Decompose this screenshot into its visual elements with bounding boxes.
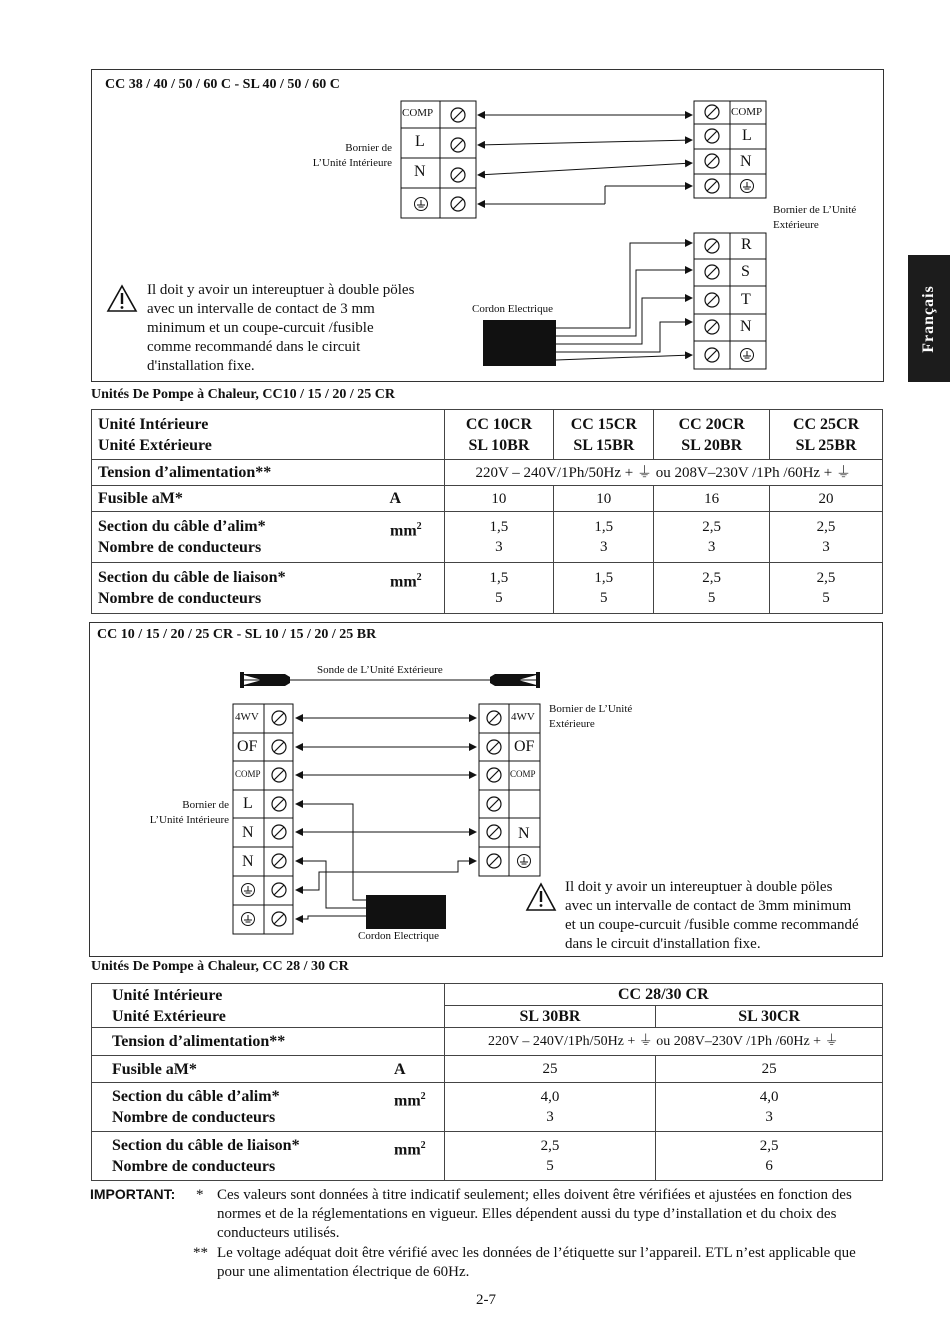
t2-supply-cond: 3 [546, 1109, 554, 1125]
t2-voltage-label: Tension d’alimentation** [92, 1028, 445, 1056]
t1-link-cond: 5 [495, 590, 503, 606]
t2-indoor-label: Unité Intérieure [112, 986, 223, 1004]
t1-model-outdoor: SL 15BR [573, 436, 635, 454]
table-2-fuse-row [92, 1056, 883, 1083]
d2-cord-label: Cordon Electrique [358, 930, 439, 942]
d1-cord-label: Cordon Electrique [472, 303, 553, 315]
t1-link-section: 1,5 [489, 570, 509, 586]
d1-indoor-label-line1: Bornier de [345, 142, 392, 154]
d2-indoor-n1: N [242, 824, 254, 841]
t2-fuse-value: 25 [656, 1056, 883, 1083]
t2-model-indoor: CC 28/30 CR [444, 984, 882, 1006]
diagram-2-outdoor-terminal-block [479, 704, 540, 876]
d1-power-t: T [741, 291, 751, 308]
d1-indoor-l: L [415, 133, 425, 150]
d1-power-s: S [741, 263, 750, 280]
table-2-caption: Unités De Pompe à Chaleur, CC 28 / 30 CR [91, 959, 349, 974]
t1-voltage-a: 220V – 240V/1Ph/50Hz + [475, 464, 634, 481]
t2-fuse-label-cell [92, 1056, 445, 1083]
table-1-caption: Unités De Pompe à Chaleur, CC10 / 15 / 20 / 25 CR [91, 387, 395, 402]
important-star-2: ** [193, 1245, 208, 1261]
t1-model-col [654, 410, 770, 460]
t2-link-unit-sup: 2 [420, 1140, 426, 1151]
t1-fuse-value: 20 [770, 486, 883, 512]
t1-voltage-value [444, 460, 883, 486]
t1-link-unit-sup: 2 [416, 572, 422, 583]
t2-link-cond: 5 [546, 1158, 554, 1174]
t1-supply-unit [390, 516, 422, 541]
table-2-voltage-row [92, 1028, 883, 1056]
t1-link-cond: 5 [707, 590, 716, 606]
d2-outdoor-block-label [549, 702, 632, 732]
d2-outdoor-4wv: 4WV [511, 711, 535, 723]
d2-warning-line: Il doit y avoir un intereuptuer à double pöles [565, 879, 833, 895]
important-note-2-line: Le voltage adéquat doit être vérifié avec les données de l’étiquette sur l’appareil. ETL n’est applicable que [217, 1245, 856, 1261]
t1-model-indoor: CC 25CR [792, 415, 860, 433]
t2-supply-value [656, 1083, 883, 1132]
d2-outdoor-comp: COMP [510, 769, 536, 779]
d2-outdoor-label-line1: Bornier de L’Unité [549, 703, 633, 715]
t2-link-value [656, 1132, 883, 1181]
page-number: 2-7 [476, 1292, 496, 1308]
t1-voltage-b: ou 208V–230V /1Ph /60Hz + [655, 464, 833, 481]
t1-model-indoor: CC 10CR [465, 415, 533, 433]
d1-warning-line: minimum et un coupe-curcuit /fusible [147, 320, 374, 336]
t2-voltage-b: ou 208V–230V /1Ph /60Hz + [656, 1033, 822, 1049]
t1-link-section: 1,5 [594, 570, 614, 586]
t2-supply-conductors-label: Nombre de conducteurs [112, 1109, 276, 1126]
table-1-fuse-row [92, 486, 883, 512]
t1-voltage-label: Tension d’alimentation** [92, 460, 445, 486]
t2-link-value [444, 1132, 656, 1181]
t1-link-unit [390, 567, 422, 592]
t1-supply-section: 1,5 [489, 519, 509, 535]
t2-supply-section: 4,0 [540, 1089, 560, 1105]
t1-supply-unit-mm: mm [390, 522, 417, 540]
t1-fuse-label-cell [92, 486, 445, 512]
t1-model-col [554, 410, 654, 460]
t2-supply-unit-mm: mm [394, 1092, 421, 1110]
ground-icon: ⏚ [638, 1033, 653, 1049]
t2-supply-section: 4,0 [759, 1089, 779, 1105]
t1-fuse-value: 10 [554, 486, 654, 512]
table-1 [91, 409, 883, 614]
t1-fuse-label: Fusible aM* [98, 490, 183, 507]
d2-warning-line: dans le circuit d'installation fixe. [565, 936, 761, 952]
t1-supply-cond: 3 [600, 539, 608, 555]
diagram-1-power-terminal-block [694, 233, 766, 369]
d1-indoor-n: N [414, 163, 426, 180]
d2-indoor-of: OF [237, 738, 258, 755]
d2-indoor-comp: COMP [235, 769, 261, 779]
t1-link-section: 2,5 [816, 570, 836, 586]
d1-indoor-label-line2: L’Unité Intérieure [312, 157, 392, 169]
d1-warning-line: d'installation fixe. [147, 358, 255, 374]
t1-fuse-value: 10 [444, 486, 554, 512]
d1-warning-text [147, 281, 414, 376]
t1-supply-cond: 3 [707, 539, 716, 555]
t1-outdoor-label: Unité Extérieure [98, 436, 212, 454]
table-2-model-row-1 [92, 984, 883, 1006]
t1-supply-value [654, 512, 770, 563]
t2-model-outdoor: SL 30BR [444, 1006, 656, 1028]
t1-model-col [770, 410, 883, 460]
t1-supply-label-cell [92, 512, 445, 563]
t1-link-section: 2,5 [702, 570, 722, 586]
d2-indoor-label-line2: L’Unité Intérieure [149, 814, 229, 826]
t1-supply-cond: 3 [495, 539, 503, 555]
table-2 [91, 983, 883, 1181]
table-2-supply-row [92, 1083, 883, 1132]
table-2-link-row [92, 1132, 883, 1181]
diagram-2-warning-icon [527, 884, 555, 910]
d2-warning-text [565, 878, 859, 954]
t1-supply-value [554, 512, 654, 563]
t1-supply-conductors-label: Nombre de conducteurs [98, 539, 262, 556]
important-note-2 [217, 1244, 897, 1282]
t2-supply-section-label: Section du câble d’alim* [112, 1088, 280, 1105]
d1-power-n: N [740, 318, 752, 335]
table-1-voltage-row [92, 460, 883, 486]
d1-indoor-block-label [280, 141, 392, 171]
t1-model-labels [92, 410, 445, 460]
t1-link-cond: 5 [600, 590, 608, 606]
t1-model-indoor: CC 20CR [678, 415, 745, 433]
d1-outdoor-block-label [773, 203, 856, 233]
t1-supply-unit-sup: 2 [416, 521, 422, 532]
t1-link-unit-mm: mm [390, 573, 417, 591]
d1-power-r: R [741, 236, 752, 253]
important-label: IMPORTANT: [90, 1186, 176, 1202]
t2-supply-value [444, 1083, 656, 1132]
t1-supply-value [770, 512, 883, 563]
t2-fuse-unit: A [394, 1060, 406, 1078]
t1-model-outdoor: SL 10BR [468, 436, 530, 454]
d1-outdoor-comp: COMP [731, 106, 763, 118]
ground-icon: ⏚ [636, 464, 652, 481]
t1-model-outdoor: SL 25BR [795, 436, 857, 454]
diagram-2-title: CC 10 / 15 / 20 / 25 CR - SL 10 / 15 / 20 / 25 BR [97, 627, 377, 642]
important-star-1: * [196, 1187, 204, 1203]
d1-warning-line: Il doit y avoir un intereuptuer à double pöles [147, 282, 415, 298]
t1-supply-value [444, 512, 554, 563]
important-note-1-line: conducteurs utilisés. [217, 1225, 340, 1241]
t2-supply-unit [394, 1086, 426, 1111]
ground-icon: ⏚ [824, 1033, 839, 1049]
t1-supply-section: 2,5 [702, 519, 722, 535]
d1-outdoor-n: N [740, 153, 752, 170]
d2-indoor-l: L [243, 795, 253, 812]
table-1-supply-row [92, 512, 883, 563]
diagram-2-power-cord [366, 895, 446, 929]
t1-link-section-label: Section du câble de liaison* [98, 569, 286, 586]
t2-supply-label-cell [92, 1083, 445, 1132]
d2-indoor-label-line1: Bornier de [182, 799, 229, 811]
diagram-1-wiring [0, 0, 950, 400]
t1-supply-section: 2,5 [816, 519, 836, 535]
t2-voltage-value [444, 1028, 882, 1056]
t1-link-cond: 5 [822, 590, 830, 606]
d2-warning-line: avec un intervalle de contact de 3mm minimum [565, 898, 852, 914]
diagram-1-warning-icon [108, 286, 136, 311]
t1-model-col [444, 410, 554, 460]
diagram-1-title: CC 38 / 40 / 50 / 60 C - SL 40 / 50 / 60 C [105, 77, 340, 92]
t1-fuse-unit: A [389, 490, 402, 507]
important-note-1-line: Ces valeurs sont données à titre indicatif seulement; elles doivent être vérifiées et ajustées en fonction des [217, 1187, 852, 1203]
t1-model-indoor: CC 15CR [570, 415, 637, 433]
t1-supply-section-label: Section du câble d’alim* [98, 518, 266, 535]
d2-outdoor-label-line2: Extérieure [549, 718, 595, 730]
t2-link-section-label: Section du câble de liaison* [112, 1137, 300, 1154]
t2-link-cond: 6 [765, 1158, 773, 1174]
t1-indoor-label: Unité Intérieure [98, 415, 209, 433]
t2-link-unit-mm: mm [394, 1141, 421, 1159]
t1-link-conductors-label: Nombre de conducteurs [98, 590, 262, 607]
d1-outdoor-l: L [742, 127, 752, 144]
diagram-1-power-cord [483, 320, 556, 366]
d2-indoor-n2: N [242, 853, 254, 870]
d1-warning-line: avec un intervalle de contact de 3 mm [147, 301, 375, 317]
d2-outdoor-of: OF [514, 738, 535, 755]
d2-warning-line: et un coupe-curcuit /fusible comme recommandé [565, 917, 859, 933]
d1-warning-line: comme recommandé dans le circuit [147, 339, 361, 355]
t1-supply-section: 1,5 [594, 519, 614, 535]
t2-link-section: 2,5 [759, 1138, 779, 1154]
table-1-model-row [92, 410, 883, 460]
t2-link-section: 2,5 [540, 1138, 560, 1154]
t2-link-unit [394, 1135, 426, 1160]
t2-voltage-a: 220V – 240V/1Ph/50Hz + [488, 1033, 636, 1049]
t1-supply-cond: 3 [822, 539, 830, 555]
t2-model-labels [92, 984, 445, 1028]
d2-outdoor-n: N [518, 825, 530, 842]
t2-supply-unit-sup: 2 [420, 1091, 426, 1102]
d2-sensor-label: Sonde de L’Unité Extérieure [317, 664, 443, 676]
t1-fuse-value: 16 [654, 486, 770, 512]
d2-indoor-4wv: 4WV [235, 711, 259, 723]
t2-supply-cond: 3 [765, 1109, 773, 1125]
important-note-1-line: normes et de la réglementations en vigueur. Elles dépendent aussi du type d’installation et du choix des [217, 1206, 837, 1222]
d1-indoor-comp: COMP [402, 107, 434, 119]
t2-link-conductors-label: Nombre de conducteurs [112, 1158, 276, 1175]
d1-outdoor-label-line2: Extérieure [773, 219, 819, 231]
t1-model-outdoor: SL 20BR [681, 436, 743, 454]
important-note-1 [217, 1186, 897, 1243]
t2-fuse-value: 25 [444, 1056, 656, 1083]
t2-model-outdoor: SL 30CR [656, 1006, 883, 1028]
ground-icon: ⏚ [836, 464, 852, 481]
d2-indoor-block-label [118, 798, 229, 828]
t2-link-label-cell [92, 1132, 445, 1181]
language-tab-label: Français [920, 284, 937, 353]
d1-outdoor-label-line1: Bornier de L’Unité [773, 204, 857, 216]
t2-outdoor-label: Unité Extérieure [112, 1007, 226, 1025]
important-note-2-line: pour une alimentation électrique de 60Hz. [217, 1264, 470, 1280]
t2-fuse-label: Fusible aM* [112, 1060, 197, 1078]
